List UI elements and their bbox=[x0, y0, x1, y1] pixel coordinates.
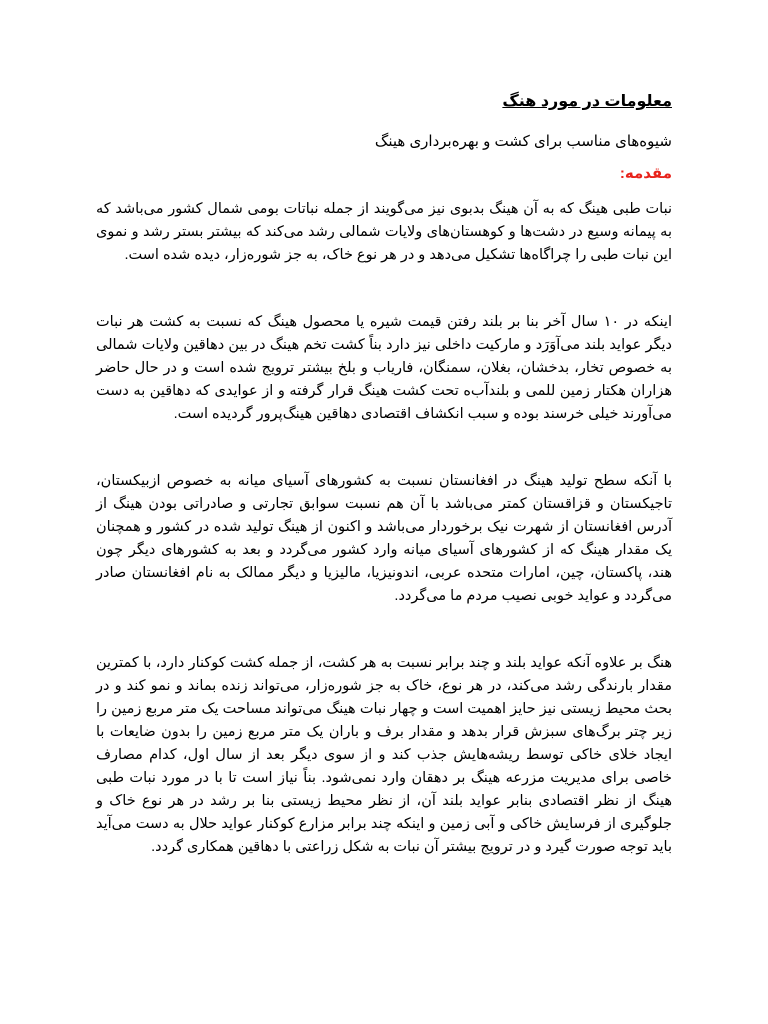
page-subtitle: شیوه‌های مناسب برای کشت و بهره‌برداری هینگ bbox=[374, 133, 672, 150]
paragraph-1: نبات طبی هینگ که به آن هینگ بدبوی نیز می‌گویند از جمله نباتات بومی شمال کشور می‌باشد که به پیمانه وسیع در دشت‌ها و کوهستان‌های ولایات شمالی رشد می‌کند که بیشتر بستر رشد و نموی این نبات طبی را چراگاه‌ها تشکیل می‌دهد و در هر نوع خاک، به جز شوره‌زار، دیده شده است. bbox=[96, 201, 672, 263]
paragraph-3: با آنکه سطح تولید هینگ در افغانستان نسبت به کشورهای آسیای میانه به خصوص ازبیکستان، تاجیکستان و قزاقستان کمتر می‌باشد با آن هم نسبت سوابق تجارتی و صادراتی بودن هینگ از آدرس افغانستان از شهرت نیک برخوردار می‌باشد و اکنون از هینگ تولید شده در کشور و همچنان یک مقدار هینگ که از کشورهای آسیای میانه وارد کشور می‌گردد و بعد به کشورهای دیگر چون هند، پاکستان، چین، امارات متحده عربی، اندونیزیا، مالیزیا و دیگر ممالک به نام افغانستان صادر می‌گردد و عواید خوبی نصیب مردم ما می‌گردد. bbox=[96, 473, 672, 604]
paragraph-4: هنگ بر علاوه آنکه عواید بلند و چند برابر نسبت به هر کشت، از جمله کشت کوکنار دارد، با کمترین مقدار بارندگی رشد می‌کند، در هر نوع، خاک به جز شوره‌زار، می‌تواند زنده بماند و نمو کند و در بحث محیط زیستی نیز حایز اهمیت است و چهار نبات هینگ می‌تواند مساحت یک متر مربع زمین را زیر چتر برگ‌های سبزش قرار بدهد و مقدار برف و باران یک متر مربع زمین را بدون ضایعات با ایجاد خلای خاکی توسط ریشه‌هایش جذب کند و از سوی دیگر بعد از سال اول، کدام مصارف خاصی برای مدیریت مزرعه هینگ بر دهقان وارد نمی‌شود. بناً نیاز است تا با در مورد نبات طبی هینگ از نظر اقتصادی بنابر عواید بلند آن، از نظر محیط زیستی بنا بر رشد در هر نوع خاک و جلوگیری از فرسایش خاکی و آبی زمین و اینکه چند برابر مزارع کوکنار عواید حلال به دست می‌آید باید توجه صورت گیرد و در ترویج بیشتر آن نبات به شکل زراعتی با دهاقین همکاری گردد. bbox=[96, 655, 672, 855]
paragraph-2: اینکه در ۱۰ سال آخر بنا بر بلند رفتن قیمت شیره یا محصول هینگ که نسبت به کشت هر نبات دیگر عواید بلند می‌آوَرَد و مارکیت داخلی نیز دارد بناً کشت تخم هینگ در بین دهاقین ولایات شمالی به خصوص تخار، بدخشان، بغلان، سمنگان، فاریاب و بلخ بیشتر ترویج شده است و در حال حاضر هزاران هکتار زمین للمی و بلندآب‌ه تحت کشت هینگ قرار گرفته و از عوایدی که دهاقین به دست می‌آورند خیلی خرسند بوده و سبب انکشاف اقتصادی دهاقین هینگ‌پرور گردیده است. bbox=[96, 314, 673, 422]
intro-heading: مقدمه: bbox=[619, 165, 672, 182]
page-title: معلومات در مورد هنگ bbox=[502, 93, 672, 110]
